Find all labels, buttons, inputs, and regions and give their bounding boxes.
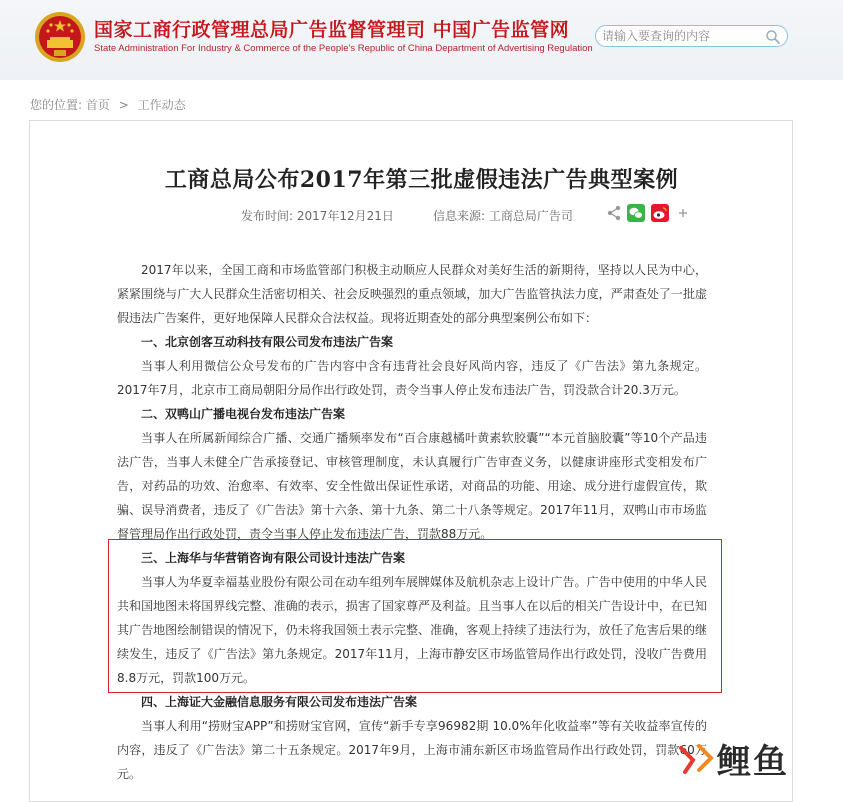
more-share-icon[interactable]: [674, 204, 692, 222]
weibo-share-icon[interactable]: [651, 204, 669, 222]
case-paragraph: 当事人在所属新闻综合广播、交通广播频率发布“百合康越橘叶黄素软胶囊”“本元首脑胶囊”等10个产品违法广告，当事人未健全广告承接登记、审核管理制度，未认真履行广告审查义务，以健康讲座形式变相发布广告，对药品的功效、治愈率、有效率、安全性做出保证性承诺，对商品的功能、用途、成分进行虚假宣传，欺骗、误导消费者，违反了《广告法》第十六条、第十九条、第二十八条等规定。2017年11月，双鸭山市市场监督管理局作出行政处罚，责令当事人停止发布违法广告，罚款88万元。: [117, 431, 708, 541]
case-paragraph: 当事人利用微信公众号发布的广告内容中含有违背社会良好风尚内容，违反了《广告法》第九条规定。2017年7月，北京市工商局朝阳分局作出行政处罚，责令当事人停止发布违法广告，罚没款合计20.3万元。: [117, 359, 707, 397]
site-name-cn: 国家工商行政管理总局广告监督管理司 中国广告监管网: [94, 19, 570, 41]
search-input[interactable]: [602, 28, 762, 44]
case-heading: 一、北京创客互动科技有限公司发布违法广告案: [141, 335, 394, 349]
search-box: [595, 25, 788, 47]
case-three-highlight: [108, 539, 722, 693]
national-emblem-icon: [33, 10, 87, 64]
share-icon[interactable]: [605, 204, 623, 222]
case-heading: 二、双鸭山广播电视台发布违法广告案: [141, 407, 346, 421]
case-paragraph: 当事人利用“捞财宝APP”和捞财宝官网，宣传“新手专享96982期 10.0%年化收益率”等有关收益率宣传的内容，违反了《广告法》第二十五条规定。2017年9月，上海市浦东新区市场监管局作出行政处罚，罚款60万元。: [117, 719, 707, 781]
breadcrumb: [30, 96, 186, 113]
watermark-logo-icon: [677, 738, 717, 778]
site-name-en: State Administration For Industry & Commerce of the People's Republic of China Department of Advertising Regulation: [94, 43, 593, 54]
case-heading: 三、上海华与华营销咨询有限公司设计违法广告案: [141, 551, 406, 565]
site-header: [0, 0, 843, 80]
article-title: 工商总局公布2017年第三批虚假违法广告典型案例: [164, 167, 679, 193]
wechat-share-icon[interactable]: [627, 204, 645, 222]
breadcrumb-current-link[interactable]: 工作动态: [137, 98, 186, 112]
watermark-text: 鲤鱼: [717, 742, 789, 782]
publish-time: 发布时间: 2017年12月21日: [241, 209, 394, 223]
intro-paragraph: 2017年以来，全国工商和市场监管部门积极主动顺应人民群众对美好生活的新期待，坚持以人民为中心，紧紧围绕与广大人民群众生活密切相关、社会反映强烈的重点领域，加大广告监管执法力度，严肃查处了一批虚假违法广告案件，更好地保障人民群众合法权益。现将近期查处的部分典型案例公布如下：: [117, 263, 707, 325]
article-body: [117, 258, 707, 786]
article-source: 信息来源: 工商总局广告司: [433, 209, 573, 223]
breadcrumb-prefix: 您的位置:: [30, 98, 83, 112]
case-heading: 四、上海证大金融信息服务有限公司发布违法广告案: [141, 695, 418, 709]
breadcrumb-separator: >: [118, 98, 129, 112]
search-icon[interactable]: [765, 29, 781, 45]
breadcrumb-home-link[interactable]: 首页: [85, 98, 110, 112]
case-paragraph: 当事人为华夏幸福基业股份有限公司在动车组列车展牌媒体及航机杂志上设计广告。广告中使用的中华人民共和国地图未将国界线完整、准确的表示，损害了国家尊严及利益。且当事人在以后的相关广告设计中，在已知其广告地图绘制错误的情况下，仍未将我国领土表示完整、准确，客观上持续了违法行为，放任了危害后果的继续发生，违反了《广告法》第九条规定。2017年11月，上海市静安区市场监管局作出行政处罚，没收广告费用8.8万元，罚款100万元。: [117, 575, 707, 685]
